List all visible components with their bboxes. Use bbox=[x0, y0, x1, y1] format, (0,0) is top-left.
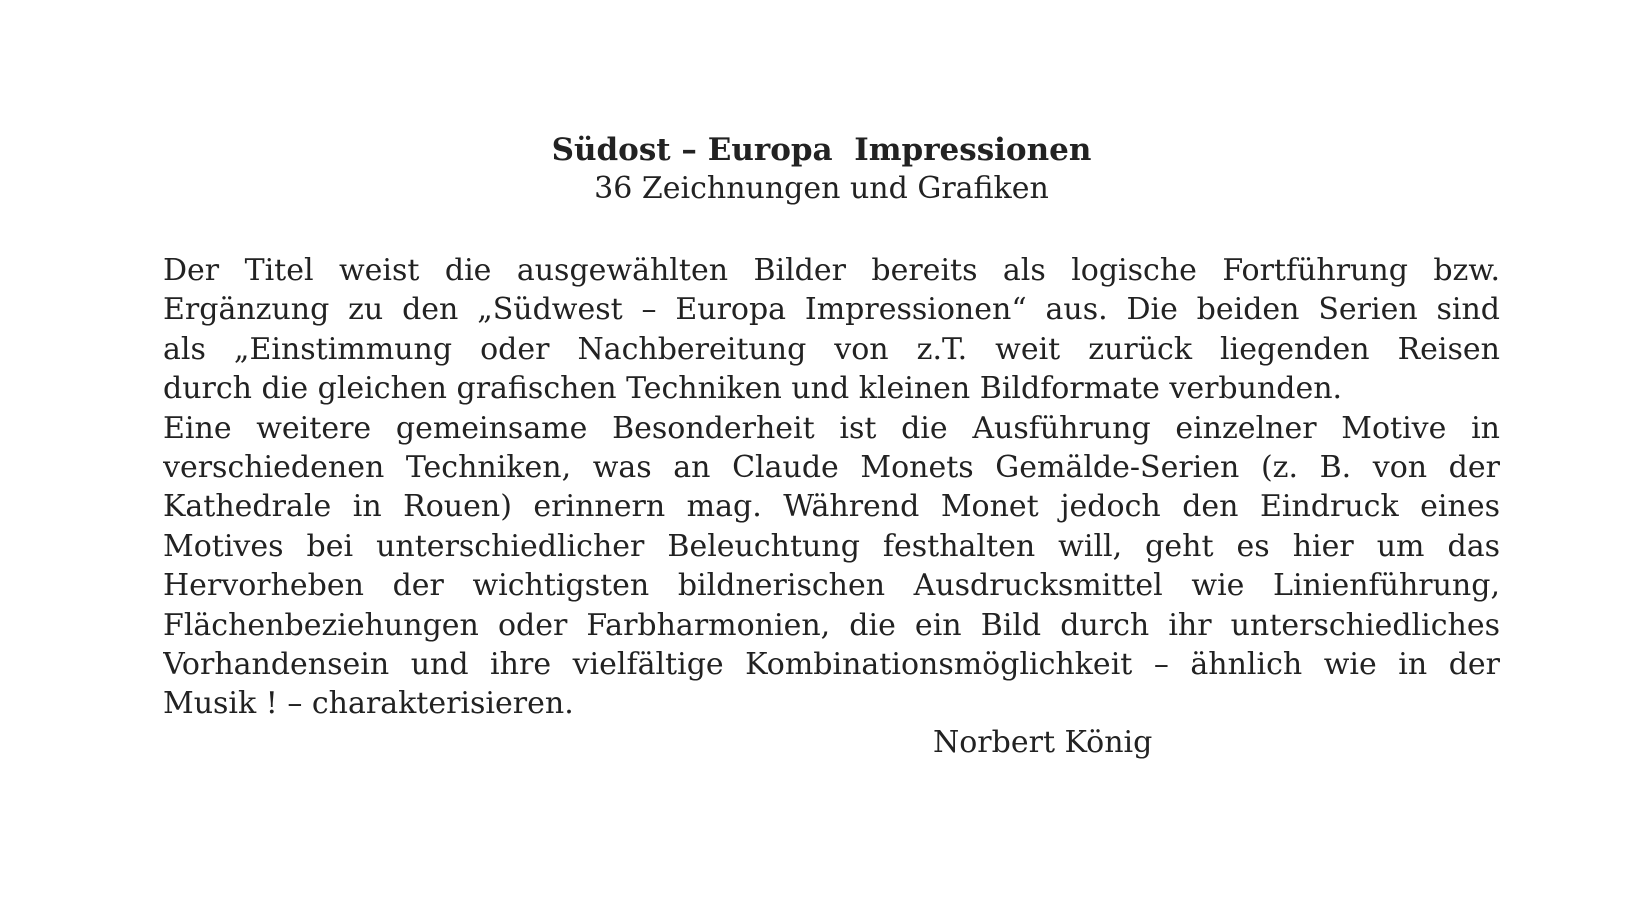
text-line: verschiedenen Techniken, was an Claude Monets Gemälde-Serien (z. B. von der bbox=[163, 449, 1500, 485]
text-line: Eine weitere gemeinsame Besonderheit ist die Ausführung einzelner Motive in bbox=[163, 410, 1500, 446]
text-line: Ergänzung zu den „Südwest – Europa Impressionen“ aus. Die beiden Serien sind bbox=[163, 292, 1500, 328]
text-line: Kathedrale in Rouen) erinnern mag. Während Monet jedoch den Eindruck eines bbox=[163, 489, 1500, 525]
paragraph-2 bbox=[163, 409, 1500, 724]
text-line: als „Einstimmung oder Nachbereitung von z.T. weit zurück liegenden Reisen bbox=[163, 331, 1500, 367]
text-line: Motives bei unterschiedlicher Beleuchtung festhalten will, geht es hier um das bbox=[163, 528, 1500, 564]
author-signature: Norbert König bbox=[933, 725, 1153, 760]
document-body bbox=[163, 251, 1500, 724]
paragraph-1 bbox=[163, 251, 1500, 409]
text-line: Musik ! – charakterisieren. bbox=[163, 686, 574, 722]
text-line: Vorhandensein und ihre vielfältige Kombinationsmöglichkeit – ähnlich wie in der bbox=[163, 646, 1500, 682]
document-subtitle: 36 Zeichnungen und Grafiken bbox=[594, 171, 1049, 206]
text-line: durch die gleichen grafischen Techniken und kleinen Bildformate verbunden. bbox=[163, 371, 1343, 407]
text-line: Hervorheben der wichtigsten bildnerischen Ausdrucksmittel wie Linienführung, bbox=[163, 568, 1500, 604]
text-line: Flächenbeziehungen oder Farbharmonien, die ein Bild durch ihr unterschiedliches bbox=[163, 607, 1500, 643]
text-line: Der Titel weist die ausgewählten Bilder bereits als logische Fortführung bzw. bbox=[163, 253, 1500, 288]
document-title: Südost – Europa Impressionen bbox=[551, 132, 1092, 168]
